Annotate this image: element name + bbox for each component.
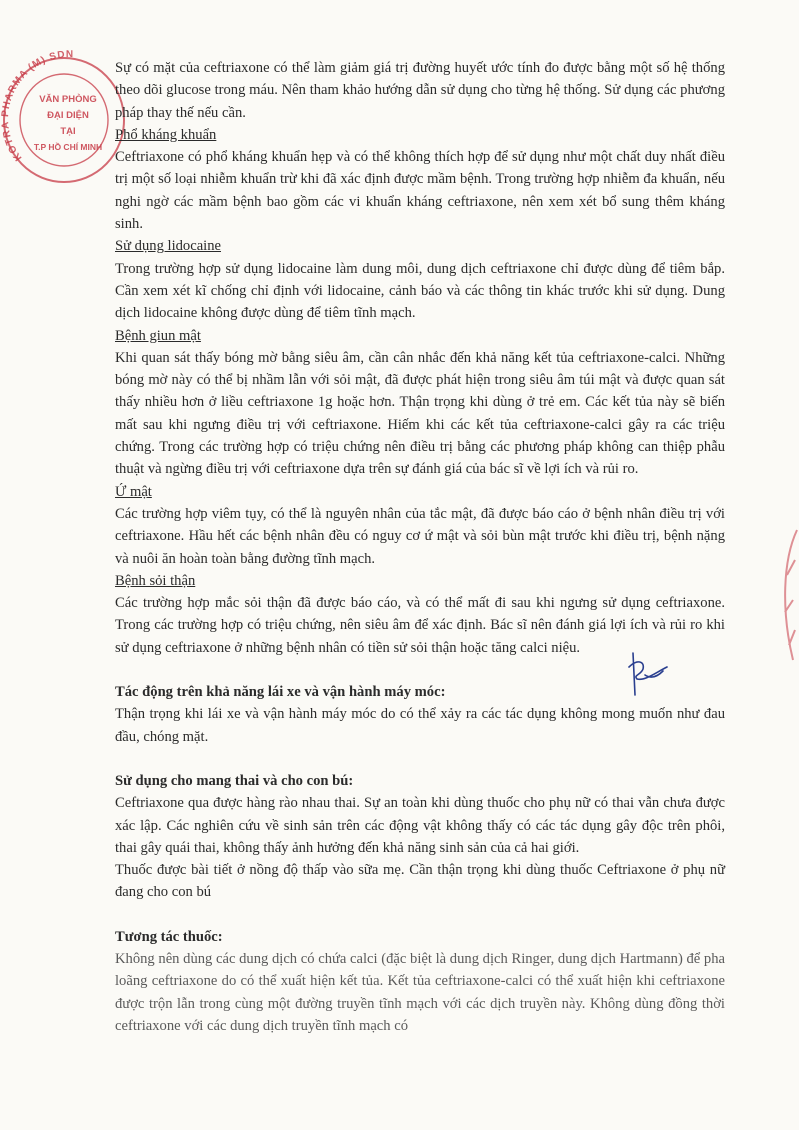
section-heading: Sử dụng cho mang thai và cho con bú: — [115, 772, 354, 789]
paragraph: Các trường hợp viêm tụy, có thể là nguyên nhân của tắc mật, đã được báo cáo ở bệnh nhân điều trị với ceftriaxone. Hầu hết các bệnh nhân đều có nguy cơ ứ mật và sỏi bùn mật trước khi điều trị, bệnh nặng và nuôi ăn hoàn toàn bằng đường tĩnh mạch. — [115, 505, 725, 567]
section-heading: Phổ kháng khuẩn — [115, 126, 217, 143]
signature-mark — [615, 645, 680, 700]
paragraph: Ceftriaxone có phổ kháng khuẩn hẹp và có thể không thích hợp để sử dụng như một chất duy nhất điều trị một số loại nhiễm khuẩn trừ khi đã xác định được mầm bệnh. Trong trường hợp nhiễm đa khuẩn, nếu nghi ngờ các mầm bệnh bao gồm các vi khuẩn kháng ceftriaxone, nên xem xét bổ sung thêm kháng sinh. — [115, 149, 725, 233]
paragraph: Thuốc được bài tiết ở nồng độ thấp vào sữa mẹ. Cần thận trọng khi dùng thuốc Ceftriaxone ở phụ nữ đang cho con bú — [115, 862, 725, 901]
paragraph: Sự có mặt của ceftriaxone có thể làm giảm giá trị đường huyết ước tính đo được bằng một số hệ thống theo dõi glucose trong máu. Nên tham khảo hướng dẫn sử dụng cho từng hệ thống. Sử dụng các phương pháp thay thế nếu cần. — [115, 60, 725, 121]
paragraph: Các trường hợp mắc sỏi thận đã được báo cáo, và có thể mất đi sau khi ngưng sử dụng ceftriaxone. Trong các trường hợp có triệu chứng, nên siêu âm để xác định. Bác sĩ nên đánh giá lợi ích và rủi ro khi sử dụng ceftriaxone ở những bệnh nhân có tiền sử sỏi thận hoặc tăng calci niệu. — [115, 595, 725, 656]
section-heading: Tương tác thuốc: — [115, 928, 223, 945]
seal-edge-mark — [773, 0, 799, 1130]
section-heading: Bệnh giun mật — [115, 327, 201, 344]
section-heading: Bệnh sỏi thận — [115, 572, 196, 589]
paragraph: Thận trọng khi lái xe và vận hành máy móc do có thể xảy ra các tác dụng không mong muốn như đau đầu, chóng mặt. — [115, 706, 725, 745]
paragraph: Khi quan sát thấy bóng mờ bằng siêu âm, cần cân nhắc đến khả năng kết tủa ceftriaxone-calci. Những bóng mờ này có thể bị nhầm lẫn với sỏi mật, đã được phát hiện trong siêu âm túi mật và được quan sát thấy nhiều hơn ở liều ceftriaxone 1g hoặc hơn. Thận trọng khi dùng ở trẻ em. Các kết tủa này sẽ biến mất sau khi ngưng điều trị với ceftriaxone. Hiếm khi các kết tủa ceftriaxone-calci gây ra các triệu chứng. Trong các trường hợp có triệu chứng nên điều trị bằng các phương pháp không can thiệp phẫu thuật và ngừng điều trị với ceftriaxone dựa trên sự đánh giá của bác sĩ về lợi ích và rủi ro. — [115, 349, 725, 478]
paragraph: Trong trường hợp sử dụng lidocaine làm dung môi, dung dịch ceftriaxone chỉ được dùng để tiêm bắp. Cần xem xét kĩ chống chỉ định với lidocaine, cảnh báo và các thông tin khác trước khi sử dụng. Dung dịch lidocaine không được dùng để tiêm tĩnh mạch. — [115, 260, 725, 322]
paragraph: Không nên dùng các dung dịch có chứa calci (đặc biệt là dung dịch Ringer, dung dịch Hartmann) để pha loãng ceftriaxone do có thể xuất hiện kết tủa. Kết tủa ceftriaxone-calci có thể xuất hiện khi ceftriaxone được trộn lẫn trong cùng một đường truyền tĩnh mạch với các dịch truyền này. Không dùng đồng thời ceftriaxone với các dung dịch truyền tĩnh mạch có — [115, 950, 725, 1034]
section-heading: Tác động trên khả năng lái xe và vận hành máy móc: — [115, 684, 446, 701]
document-body — [115, 57, 725, 1037]
stamp-line: T.P HỒ CHÍ MINH — [33, 142, 103, 152]
paragraph: Ceftriaxone qua được hàng rào nhau thai. Sự an toàn khi dùng thuốc cho phụ nữ có thai vẫn chưa được xác lập. Các nghiên cứu về sinh sản trên các động vật không thấy có các tác dụng gây độc trên phôi, thai gây quái thai, không thấy ảnh hưởng đến khả năng sinh sản của cả hai giới. — [115, 795, 725, 856]
stamp-line: TẠI — [60, 126, 76, 137]
stamp-line: ĐẠI DIỆN — [47, 110, 89, 121]
section-heading: Sử dụng lidocaine — [115, 238, 221, 255]
official-stamp — [0, 40, 128, 188]
stamp-ring-text: KOTRA PHARMA (M) SDN — [0, 49, 75, 163]
stamp-line: VĂN PHÒNG — [39, 94, 97, 105]
section-heading: Ứ mật — [115, 483, 152, 500]
